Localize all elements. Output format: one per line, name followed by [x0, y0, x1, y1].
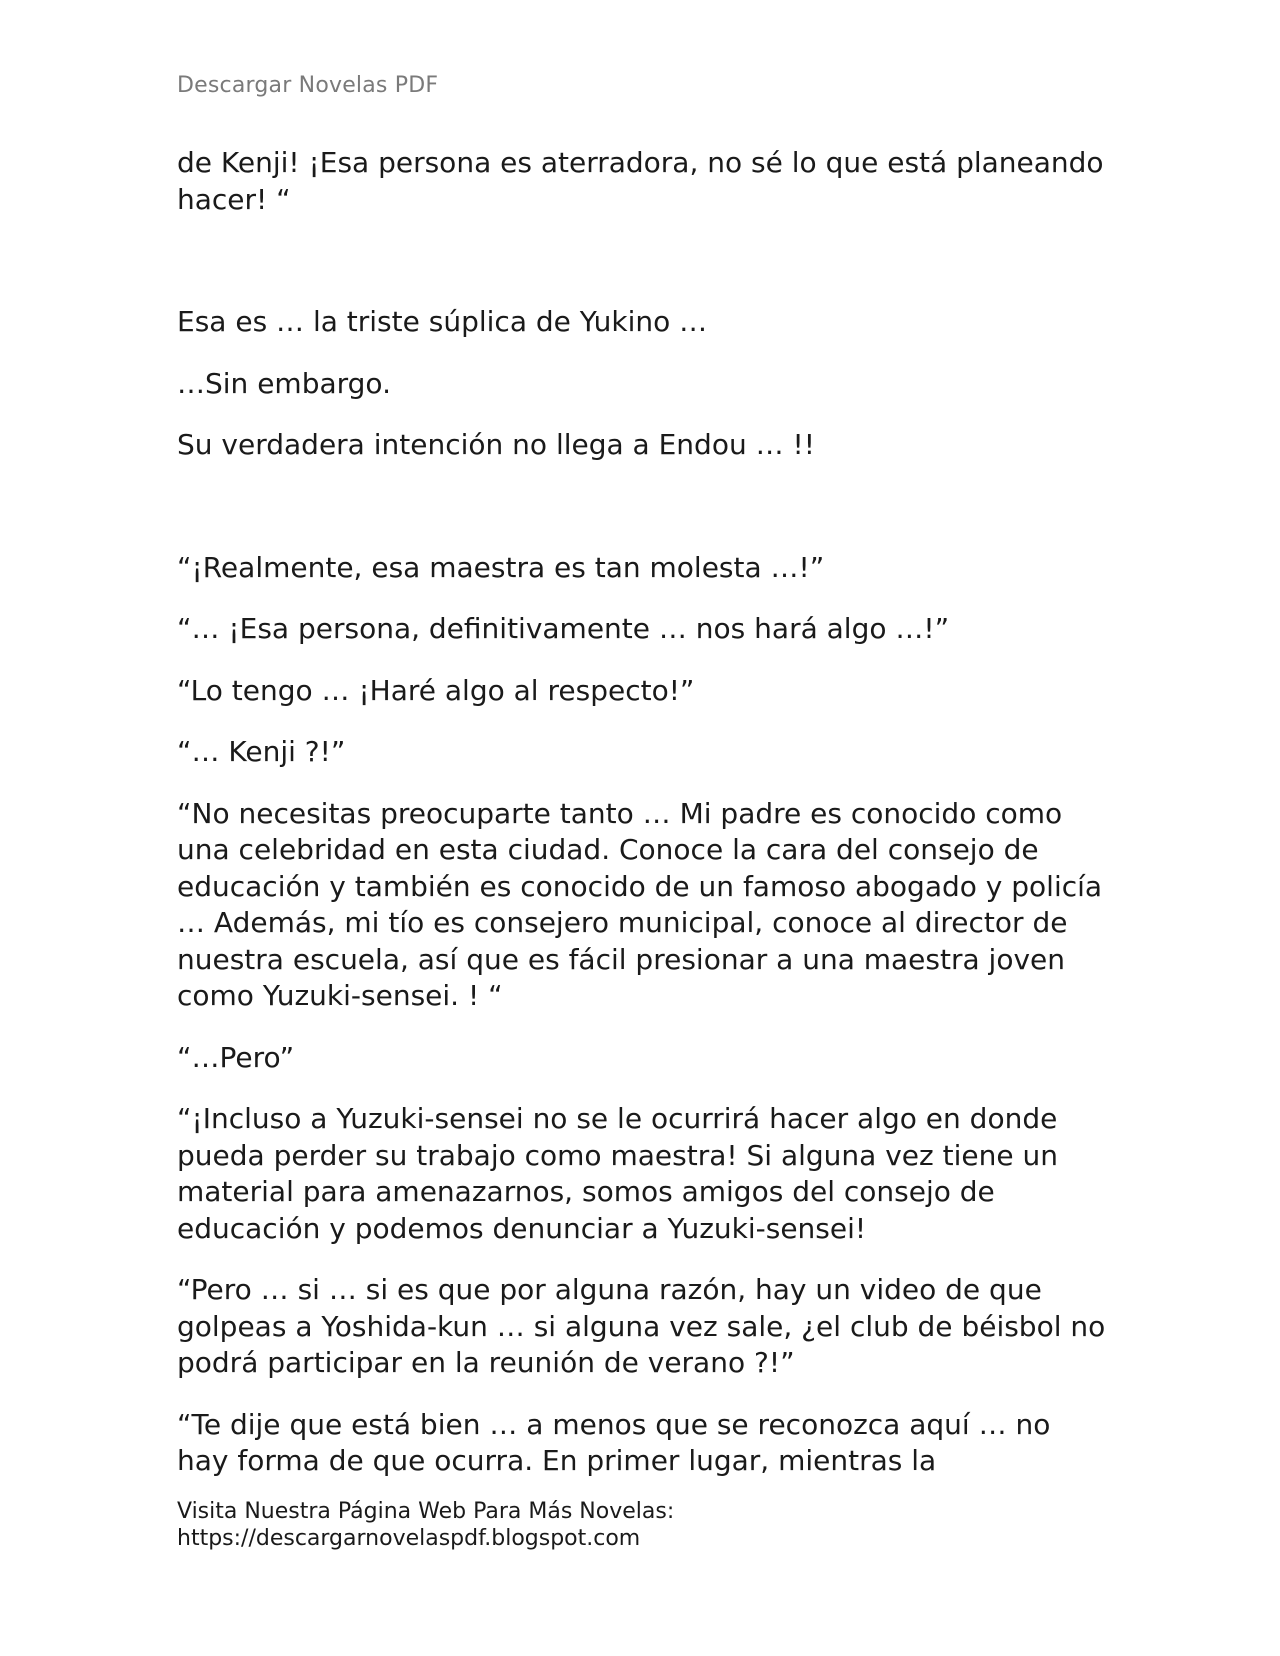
paragraph-13: “Te dije que está bien … a menos que se reconozca aquí … no hay forma de que ocurra. En primer lugar, mientras la [177, 1407, 1051, 1477]
paragraph-11: “¡Incluso a Yuzuki-sensei no se le ocurrirá hacer algo en donde pueda perder su trabajo como maestra! Si alguna vez tiene un material para amenazarnos, somos amigos del consejo de educación y podemos denunciar a Yuzuki-sensei! [177, 1102, 1058, 1245]
paragraph-4: Su verdadera intención no llega a Endou … !! [177, 428, 815, 461]
footer-website-url: https://descargarnovelaspdf.blogspot.com [177, 1526, 641, 1551]
document-body [177, 145, 1107, 1505]
paragraph-12: “Pero … si … si es que por alguna razón, hay un video de que golpeas a Yoshida-kun … si alguna vez sale, ¿el club de béisbol no podrá participar en la reunión de verano ?!” [177, 1273, 1106, 1379]
footer-promo-text: Visita Nuestra Página Web Para Más Novelas: [177, 1499, 675, 1524]
paragraph-2: Esa es … la triste súplica de Yukino … [177, 305, 708, 338]
paragraph-7: “Lo tengo … ¡Haré algo al respecto!” [177, 673, 695, 707]
page-header: Descargar Novelas PDF [177, 73, 439, 98]
paragraph-5: “¡Realmente, esa maestra es tan molesta …!” [177, 550, 825, 584]
paragraph-6: “… ¡Esa persona, definitivamente … nos hará algo …!” [177, 612, 950, 645]
page-footer [177, 1498, 674, 1552]
paragraph-8: “… Kenji ?!” [177, 735, 346, 768]
paragraph-3: …Sin embargo. [177, 366, 391, 400]
document-page [177, 0, 1117, 1656]
paragraph-10: “…Pero” [177, 1040, 295, 1074]
paragraph-1: de Kenji! ¡Esa persona es aterradora, no sé lo que está planeando hacer! “ [177, 146, 1104, 216]
paragraph-9: “No necesitas preocuparte tanto … Mi padre es conocido como una celebridad en esta ciudad. Conoce la cara del consejo de educación y también es conocido de un famoso abogado y policía … Además, mi tío es consejero municipal, conoce al director de nuestra escuela, así que es fácil presionar a una maestra joven como Yuzuki-sensei. ! “ [177, 796, 1103, 1012]
